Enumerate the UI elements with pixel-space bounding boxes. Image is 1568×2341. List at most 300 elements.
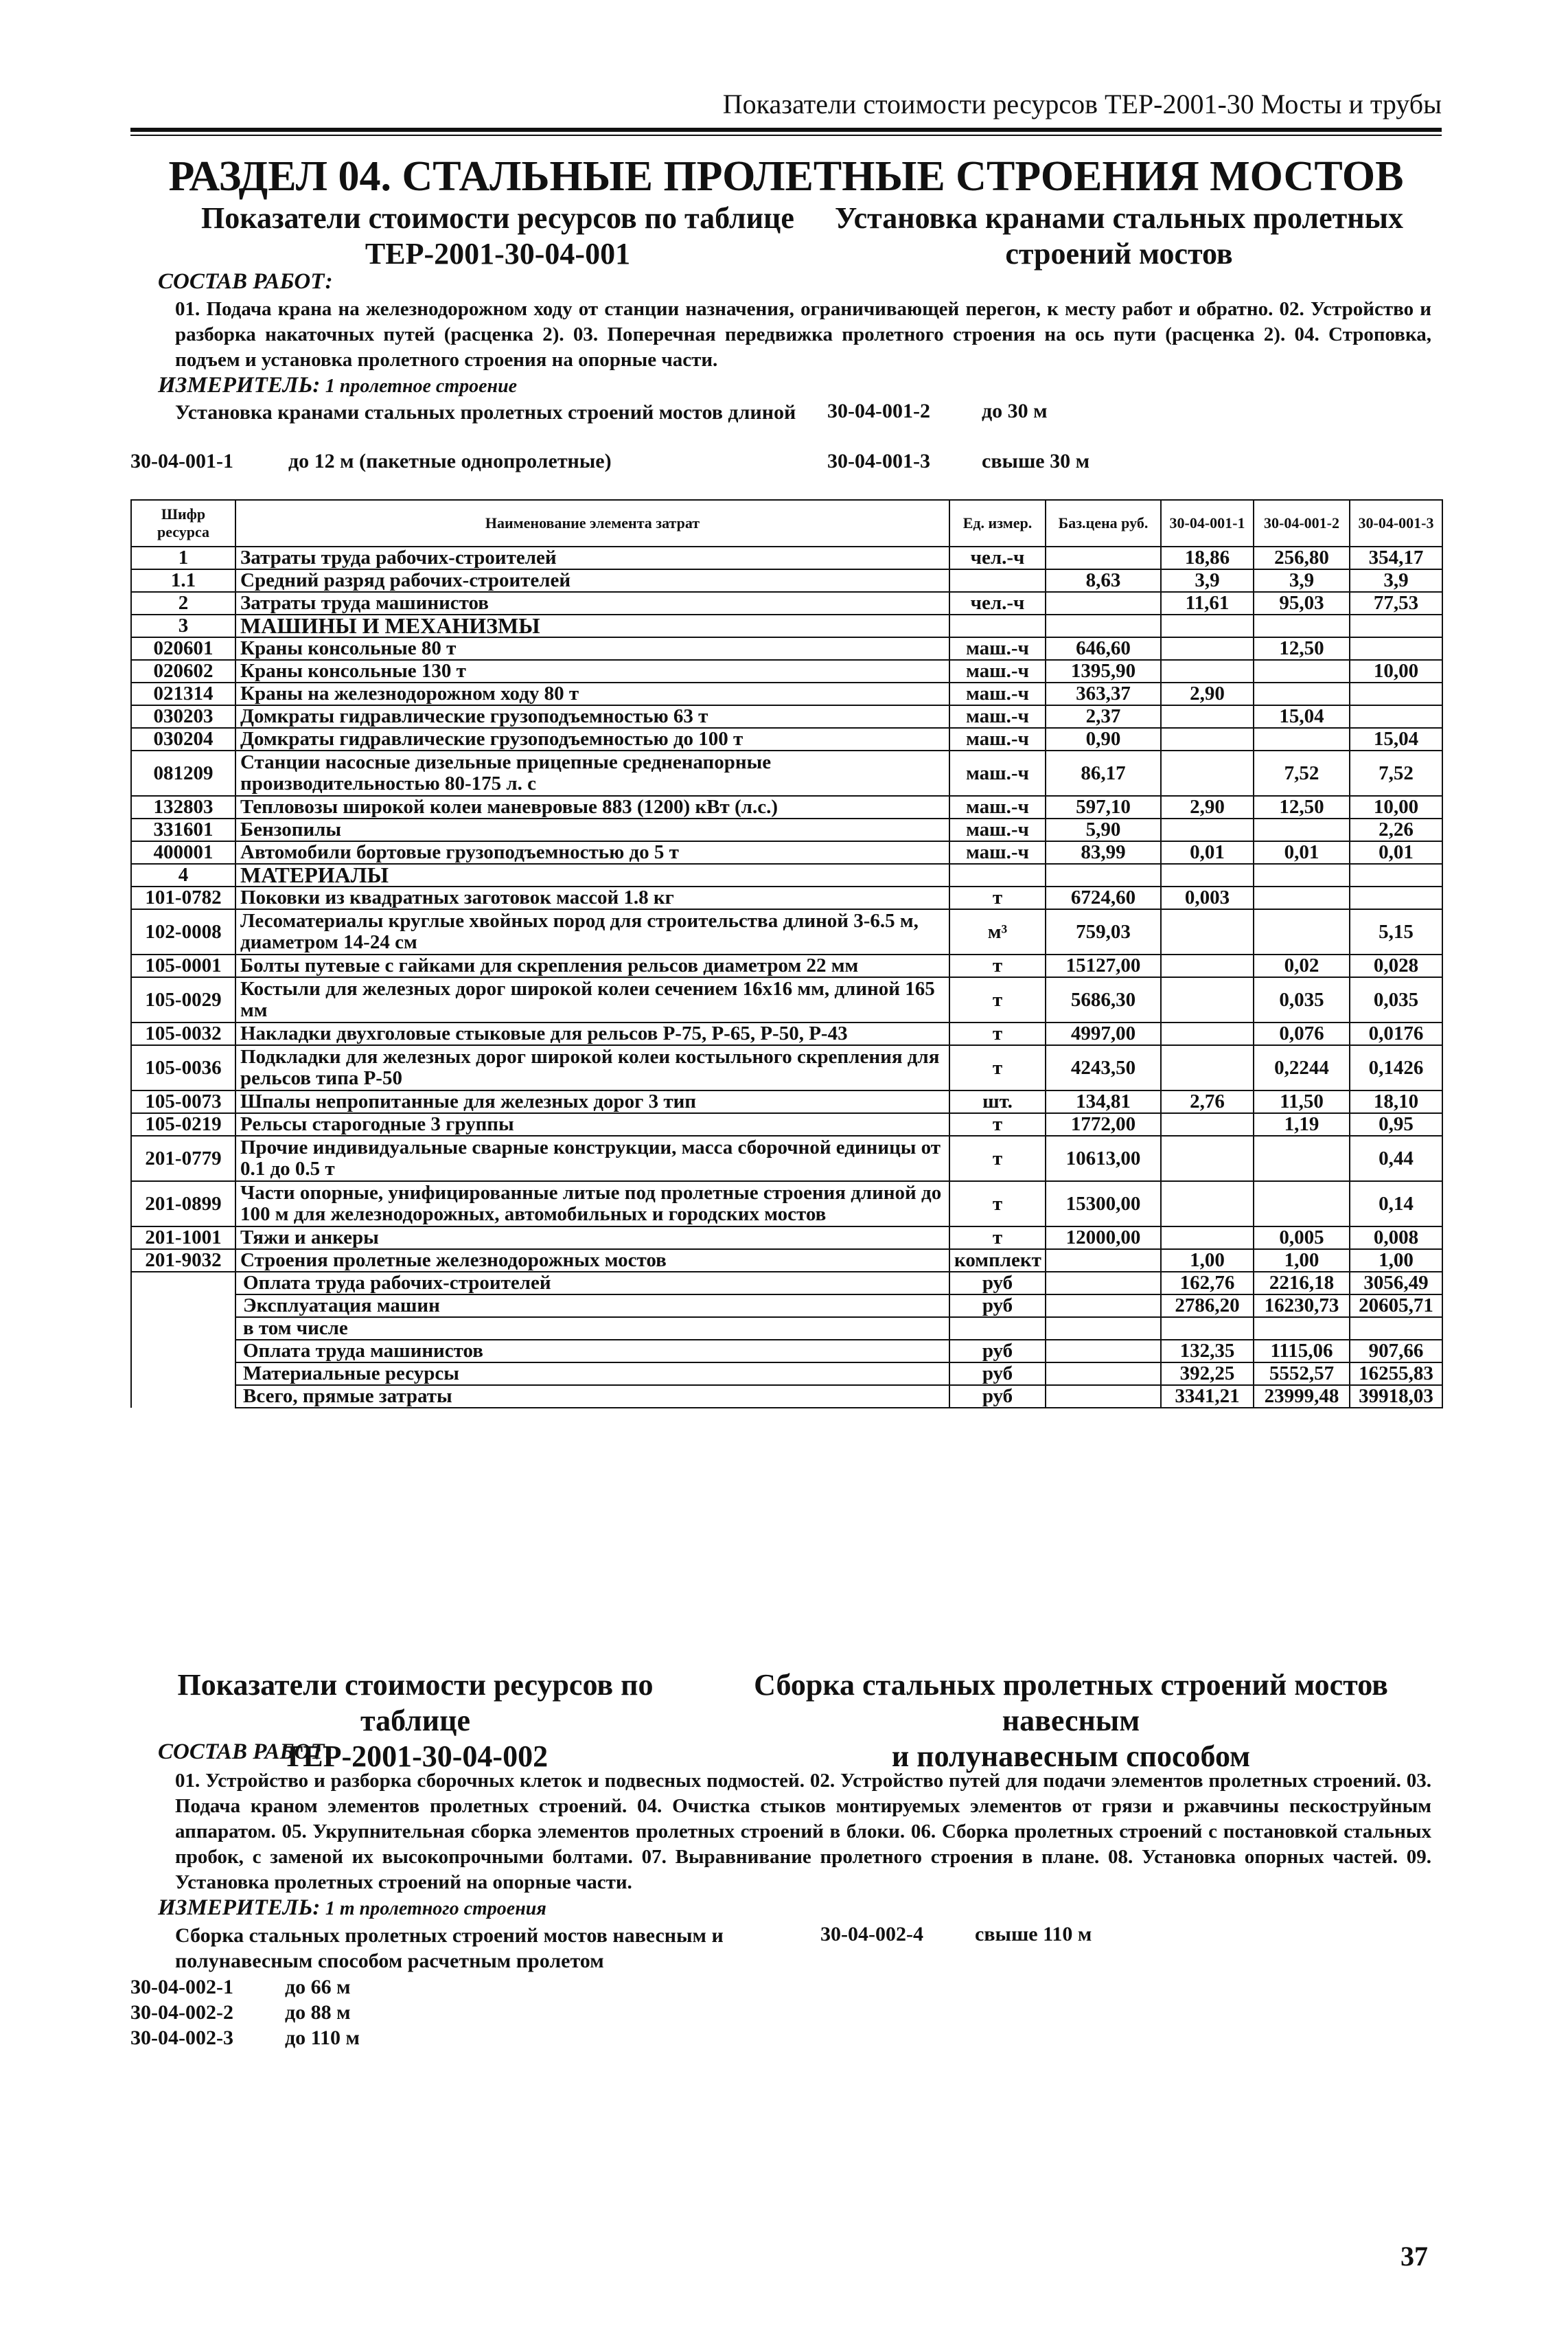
cell-001-1: 0,003: [1161, 887, 1254, 909]
t2-codes: [130, 1974, 360, 2051]
cell-price: 597,10: [1046, 796, 1161, 819]
cell-unit: маш.-ч: [949, 841, 1046, 864]
cell-001-3: 0,95: [1350, 1113, 1442, 1136]
cell-unit: маш.-ч: [949, 728, 1046, 751]
cell-unit: маш.-ч: [949, 683, 1046, 705]
cell-001-2: [1254, 864, 1350, 887]
cell-001-3: 18,10: [1350, 1090, 1442, 1113]
t1-left-title-line1: Показатели стоимости ресурсов по таблице: [201, 201, 794, 235]
cell-001-2: 1,00: [1254, 1249, 1350, 1272]
cell-001-1: [1161, 819, 1254, 841]
cell-001-2: [1254, 887, 1350, 909]
cell-001-3: [1350, 864, 1442, 887]
cell-001-2: [1254, 683, 1350, 705]
cell-001-2: 5552,57: [1254, 1362, 1350, 1385]
table-row: [131, 569, 1442, 592]
cell-001-3: 0,14: [1350, 1181, 1442, 1226]
t2-left-title-line2: ТЕР-2001-30-04-002: [282, 1739, 549, 1773]
cell-unit: т: [949, 977, 1046, 1023]
cell-code: 020601: [131, 637, 235, 660]
cell-unit: руб: [949, 1385, 1046, 1408]
cell-name: Прочие индивидуальные сварные конструкции, масса сборочной единицы от 0.1 до 0.5 т: [235, 1136, 949, 1181]
cell-code: [131, 1340, 235, 1362]
cell-unit: т: [949, 1136, 1046, 1181]
cell-unit: маш.-ч: [949, 637, 1046, 660]
cell-unit: шт.: [949, 1090, 1046, 1113]
section-title: РАЗДЕЛ 04. СТАЛЬНЫЕ ПРОЛЕТНЫЕ СТРОЕНИЯ МОСТОВ: [168, 153, 1404, 200]
t1-val-2: до 30 м: [982, 400, 1048, 422]
cell-001-1: [1161, 1023, 1254, 1045]
table-row: [131, 1113, 1442, 1136]
cell-001-1: [1161, 1045, 1254, 1090]
cell-unit: м³: [949, 909, 1046, 955]
table-row: [131, 1181, 1442, 1226]
table-total-row: [131, 1317, 1442, 1340]
cell-unit: т: [949, 1226, 1046, 1249]
cell-001-1: 0,01: [1161, 841, 1254, 864]
cell-total-label: Эксплуатация машин: [235, 1294, 949, 1317]
cell-unit: комплект: [949, 1249, 1046, 1272]
t2-val-2: до 88 м: [285, 2001, 351, 2024]
cell-code: [131, 1385, 235, 1408]
cell-price: 2,37: [1046, 705, 1161, 728]
cell-001-1: [1161, 864, 1254, 887]
cell-001-2: 16230,73: [1254, 1294, 1350, 1317]
cell-name: Строения пролетные железнодорожных мостов: [235, 1249, 949, 1272]
cell-001-2: [1254, 615, 1350, 637]
cell-001-2: 3,9: [1254, 569, 1350, 592]
cell-price: [1046, 1362, 1161, 1385]
cell-code: 105-0001: [131, 955, 235, 977]
resource-cost-table: [130, 499, 1443, 1408]
cell-code: [131, 1317, 235, 1340]
cell-unit: руб: [949, 1340, 1046, 1362]
cell-001-3: 0,01: [1350, 841, 1442, 864]
cell-001-3: 2,26: [1350, 819, 1442, 841]
cell-name: Средний разряд рабочих-строителей: [235, 569, 949, 592]
t1-val-3: свыше 30 м: [982, 450, 1090, 472]
cell-code: 4: [131, 864, 235, 887]
t2-code-row: [130, 2000, 360, 2025]
cell-unit: руб: [949, 1294, 1046, 1317]
cell-code: 105-0073: [131, 1090, 235, 1113]
cell-001-2: 0,01: [1254, 841, 1350, 864]
cell-001-2: [1254, 1181, 1350, 1226]
table-row: [131, 592, 1442, 615]
cell-price: 1395,90: [1046, 660, 1161, 683]
cell-001-2: [1254, 909, 1350, 955]
cell-001-1: 132,35: [1161, 1340, 1254, 1362]
cell-unit: маш.-ч: [949, 751, 1046, 796]
cell-name: Автомобили бортовые грузоподъемностью до 5 т: [235, 841, 949, 864]
cell-unit: маш.-ч: [949, 819, 1046, 841]
cell-code: 081209: [131, 751, 235, 796]
cell-code: 201-0779: [131, 1136, 235, 1181]
cell-code: 105-0032: [131, 1023, 235, 1045]
cell-001-3: 10,00: [1350, 660, 1442, 683]
cell-001-3: 15,04: [1350, 728, 1442, 751]
cell-001-1: [1161, 751, 1254, 796]
cell-001-1: [1161, 705, 1254, 728]
col-header-001-2: 30-04-001-2: [1254, 500, 1350, 547]
cell-name: Тяжи и анкеры: [235, 1226, 949, 1249]
cell-001-1: [1161, 615, 1254, 637]
cell-code: 201-0899: [131, 1181, 235, 1226]
table-row: [131, 1136, 1442, 1181]
cell-total-label: Оплата труда машинистов: [235, 1340, 949, 1362]
cell-price: 86,17: [1046, 751, 1161, 796]
cell-price: 5,90: [1046, 819, 1161, 841]
cell-price: [1046, 1272, 1161, 1294]
cell-price: [1046, 1249, 1161, 1272]
table-row: [131, 887, 1442, 909]
table-row: [131, 977, 1442, 1023]
t1-sostav-label: СОСТАВ РАБОТ:: [158, 269, 333, 294]
cell-001-3: 5,15: [1350, 909, 1442, 955]
cell-001-3: [1350, 683, 1442, 705]
cell-name: Станции насосные дизельные прицепные средненапорные производительностью 80-175 л. с: [235, 751, 949, 796]
table-row: [131, 841, 1442, 864]
header-rule-thin: [130, 135, 1442, 136]
cell-price: 15127,00: [1046, 955, 1161, 977]
t1-code-2: 30-04-001-2: [827, 400, 930, 422]
cell-001-2: 12,50: [1254, 796, 1350, 819]
cell-001-2: [1254, 1136, 1350, 1181]
cell-price: [1046, 864, 1161, 887]
t2-val-3: до 110 м: [285, 2026, 360, 2049]
cell-001-3: 0,035: [1350, 977, 1442, 1023]
cell-001-3: 1,00: [1350, 1249, 1442, 1272]
cell-001-1: [1161, 977, 1254, 1023]
cell-001-1: [1161, 637, 1254, 660]
table-total-row: [131, 1340, 1442, 1362]
cell-code: 030203: [131, 705, 235, 728]
cell-price: 5686,30: [1046, 977, 1161, 1023]
cell-unit: маш.-ч: [949, 796, 1046, 819]
t2-left-title-line1: Показатели стоимости ресурсов по таблице: [177, 1668, 654, 1737]
cell-001-1: 1,00: [1161, 1249, 1254, 1272]
cell-price: 4243,50: [1046, 1045, 1161, 1090]
cell-name: Части опорные, унифицированные литые под пролетные строения длиной до 100 м для железнодорожных, автомобильных и городских мостов: [235, 1181, 949, 1226]
cell-name: Подкладки для железных дорог широкой колеи костыльного скрепления для рельсов типа Р-50: [235, 1045, 949, 1090]
cell-001-2: 12,50: [1254, 637, 1350, 660]
cell-code: 102-0008: [131, 909, 235, 955]
t2-right-title: [700, 1667, 1442, 1774]
cell-unit: т: [949, 1045, 1046, 1090]
cell-001-1: 11,61: [1161, 592, 1254, 615]
cell-price: 15300,00: [1046, 1181, 1161, 1226]
cell-code: 2: [131, 592, 235, 615]
table-row: [131, 547, 1442, 569]
cell-unit: [949, 1317, 1046, 1340]
cell-001-3: 3056,49: [1350, 1272, 1442, 1294]
cell-name: Болты путевые с гайками для скрепления рельсов диаметром 22 мм: [235, 955, 949, 977]
cell-001-1: [1161, 1226, 1254, 1249]
t1-code-3: 30-04-001-3: [827, 450, 930, 472]
cell-price: [1046, 615, 1161, 637]
cell-001-3: 0,008: [1350, 1226, 1442, 1249]
t2-izmeritel-label: ИЗМЕРИТЕЛЬ:: [158, 1895, 321, 1920]
cell-code: 021314: [131, 683, 235, 705]
t1-right-title: [817, 201, 1421, 272]
t1-right-title-line2: строений мостов: [1005, 237, 1233, 271]
cell-001-1: 2,90: [1161, 683, 1254, 705]
cell-price: [1046, 547, 1161, 569]
t2-code-row: [130, 2025, 360, 2051]
cell-001-1: [1161, 728, 1254, 751]
cell-price: 8,63: [1046, 569, 1161, 592]
table-row: [131, 683, 1442, 705]
cell-code: 1.1: [131, 569, 235, 592]
cell-001-1: 2,90: [1161, 796, 1254, 819]
cell-code: 132803: [131, 796, 235, 819]
cell-unit: [949, 569, 1046, 592]
cell-code: 331601: [131, 819, 235, 841]
cell-name: МАШИНЫ И МЕХАНИЗМЫ: [235, 615, 949, 637]
cell-001-1: 392,25: [1161, 1362, 1254, 1385]
t2-sostav-label: СОСТАВ РАБОТ:: [158, 1739, 333, 1764]
cell-001-1: 2786,20: [1161, 1294, 1254, 1317]
cell-001-3: [1350, 615, 1442, 637]
cell-001-3: [1350, 887, 1442, 909]
cell-name: Накладки двухголовые стыковые для рельсов Р-75, Р-65, Р-50, Р-43: [235, 1023, 949, 1045]
cell-code: 201-1001: [131, 1226, 235, 1249]
cell-price: [1046, 592, 1161, 615]
cell-001-3: 20605,71: [1350, 1294, 1442, 1317]
cell-001-3: 0,028: [1350, 955, 1442, 977]
cell-unit: чел.-ч: [949, 547, 1046, 569]
col-header-code: Шифр ресурса: [131, 500, 235, 547]
cell-001-3: [1350, 1317, 1442, 1340]
cell-total-label: Материальные ресурсы: [235, 1362, 949, 1385]
cell-price: [1046, 1294, 1161, 1317]
t1-sostav-text: 01. Подача крана на железнодорожном ходу от станции назначения, ограничивающей перегон, к месту работ и обратно. 02. Устройство и разборка накаточных путей (расценка 2). 03. Поперечная передвижка пролетного строения на ось пути (расценка 2). 04. Строповка, подъем и установка пролетного строения на опорные части.: [175, 298, 1431, 371]
cell-001-2: [1254, 660, 1350, 683]
table-body: [131, 547, 1442, 1408]
t2-sostav-text: 01. Устройство и разборка сборочных клеток и подвесных подмостей. 02. Устройство путей для подачи элементов пролетных строений. 03. Подача краном элементов пролетных строений. 04. Очистка стыков монтируемых элементов от грязи и ржавчины пескоструйным аппаратом. 05. Укрупнительная сборка элементов пролетных строений в блоки. 06. Сборка пролетных строений с постановкой стальных пробок, с заменой их высокопрочными болтами. 07. Выравнивание пролетного строения в плане. 08. Установка опорных частей. 09. Установка пролетных строений на опорные части.: [175, 1770, 1431, 1893]
table-row: [131, 751, 1442, 796]
cell-price: 646,60: [1046, 637, 1161, 660]
cell-001-3: 354,17: [1350, 547, 1442, 569]
cell-001-3: 16255,83: [1350, 1362, 1442, 1385]
cell-price: 134,81: [1046, 1090, 1161, 1113]
cell-001-1: 3,9: [1161, 569, 1254, 592]
table-row: [131, 819, 1442, 841]
cell-001-3: 0,44: [1350, 1136, 1442, 1181]
header-rule: [130, 128, 1442, 132]
table-row: [131, 796, 1442, 819]
cell-001-1: [1161, 1317, 1254, 1340]
cell-001-2: 1115,06: [1254, 1340, 1350, 1362]
t1-izmeritel: [158, 373, 517, 398]
cell-code: [131, 1362, 235, 1385]
cell-001-1: [1161, 955, 1254, 977]
table-total-row: [131, 1362, 1442, 1385]
t1-izmeritel-text: 1 пролетное строение: [325, 376, 518, 397]
t2-izmeritel-text: 1 т пролетного строения: [325, 1898, 546, 1919]
cell-unit: т: [949, 1181, 1046, 1226]
table-total-row: [131, 1385, 1442, 1408]
cell-name: Краны консольные 130 т: [235, 660, 949, 683]
cell-name: Затраты труда машинистов: [235, 592, 949, 615]
cell-price: 10613,00: [1046, 1136, 1161, 1181]
cell-code: 105-0029: [131, 977, 235, 1023]
cell-001-2: 23999,48: [1254, 1385, 1350, 1408]
cell-price: 759,03: [1046, 909, 1161, 955]
cell-name: Краны на железнодорожном ходу 80 т: [235, 683, 949, 705]
cell-001-2: 256,80: [1254, 547, 1350, 569]
cell-unit: т: [949, 887, 1046, 909]
table-row: [131, 660, 1442, 683]
cell-001-1: [1161, 1113, 1254, 1136]
cell-001-1: 18,86: [1161, 547, 1254, 569]
cell-unit: т: [949, 955, 1046, 977]
t2-val-4: свыше 110 м: [975, 1923, 1092, 1945]
table-row: [131, 1023, 1442, 1045]
cell-name: Краны консольные 80 т: [235, 637, 949, 660]
table-row: [131, 1045, 1442, 1090]
cell-unit: [949, 615, 1046, 637]
cell-001-2: 1,19: [1254, 1113, 1350, 1136]
cell-name: Шпалы непропитанные для железных дорог 3 тип: [235, 1090, 949, 1113]
t2-code-row: [130, 1974, 360, 2000]
table-total-row: [131, 1272, 1442, 1294]
cell-code: 201-9032: [131, 1249, 235, 1272]
cell-001-3: [1350, 705, 1442, 728]
t1-izmeritel-label: ИЗМЕРИТЕЛЬ:: [158, 373, 321, 398]
cell-code: 105-0219: [131, 1113, 235, 1136]
t1-left-title-line2: ТЕР-2001-30-04-001: [365, 237, 631, 271]
t2-code-1: 30-04-002-1: [130, 1976, 233, 1998]
cell-unit: т: [949, 1113, 1046, 1136]
table-row: [131, 955, 1442, 977]
cell-001-3: 39918,03: [1350, 1385, 1442, 1408]
cell-price: 4997,00: [1046, 1023, 1161, 1045]
cell-001-1: [1161, 909, 1254, 955]
cell-price: 12000,00: [1046, 1226, 1161, 1249]
cell-001-1: 3341,21: [1161, 1385, 1254, 1408]
cell-001-3: 0,1426: [1350, 1045, 1442, 1090]
table-row: [131, 728, 1442, 751]
cell-unit: маш.-ч: [949, 660, 1046, 683]
cell-001-2: [1254, 819, 1350, 841]
cell-001-3: 907,66: [1350, 1340, 1442, 1362]
cell-unit: руб: [949, 1272, 1046, 1294]
cell-code: [131, 1272, 235, 1294]
cell-name: Поковки из квадратных заготовок массой 1.8 кг: [235, 887, 949, 909]
t1-desc: Установка кранами стальных пролетных строений мостов длиной: [175, 401, 796, 424]
table-row: [131, 1226, 1442, 1249]
t1-left-title: [158, 201, 838, 272]
col-header-unit: Ед. измер.: [949, 500, 1046, 547]
cell-001-3: 7,52: [1350, 751, 1442, 796]
cell-name: МАТЕРИАЛЫ: [235, 864, 949, 887]
cell-001-2: 0,02: [1254, 955, 1350, 977]
cell-code: [131, 1294, 235, 1317]
cell-unit: т: [949, 1023, 1046, 1045]
t2-izmeritel: [158, 1895, 546, 1921]
cell-name: Домкраты гидравлические грузоподъемностью 63 т: [235, 705, 949, 728]
cell-name: Затраты труда рабочих-строителей: [235, 547, 949, 569]
cell-price: 363,37: [1046, 683, 1161, 705]
col-header-001-1: 30-04-001-1: [1161, 500, 1254, 547]
cell-code: 020602: [131, 660, 235, 683]
cell-price: 0,90: [1046, 728, 1161, 751]
cell-001-3: 10,00: [1350, 796, 1442, 819]
cell-total-label: Оплата труда рабочих-строителей: [235, 1272, 949, 1294]
cell-001-3: 77,53: [1350, 592, 1442, 615]
cell-001-2: 0,076: [1254, 1023, 1350, 1045]
col-header-name: Наименование элемента затрат: [235, 500, 949, 547]
cell-001-2: 0,2244: [1254, 1045, 1350, 1090]
table-row: [131, 615, 1442, 637]
running-header: Показатели стоимости ресурсов ТЕР-2001-30 Мосты и трубы: [722, 89, 1442, 119]
t1-val-1: до 12 м (пакетные однопролетные): [288, 450, 612, 472]
table-row: [131, 1249, 1442, 1272]
cell-001-3: 3,9: [1350, 569, 1442, 592]
page-number: 37: [1400, 2241, 1428, 2272]
table-header-row: [131, 500, 1442, 547]
t2-right-title-line2: и полунавесным способом: [891, 1739, 1251, 1773]
table-row: [131, 637, 1442, 660]
cell-unit: [949, 864, 1046, 887]
cell-unit: руб: [949, 1362, 1046, 1385]
t2-right-title-line1: Сборка стальных пролетных строений мостов навесным: [754, 1668, 1388, 1737]
cell-001-1: [1161, 1181, 1254, 1226]
cell-001-2: 2216,18: [1254, 1272, 1350, 1294]
cell-code: 1: [131, 547, 235, 569]
cell-001-2: 7,52: [1254, 751, 1350, 796]
cell-001-2: [1254, 728, 1350, 751]
cell-name: Домкраты гидравлические грузоподъемностью до 100 т: [235, 728, 949, 751]
t2-code-3: 30-04-002-3: [130, 2026, 233, 2049]
cell-001-3: [1350, 637, 1442, 660]
cell-unit: чел.-ч: [949, 592, 1046, 615]
t2-desc: Сборка стальных пролетных строений мостов навесным и полунавесным способом расчетным пролетом: [175, 1924, 724, 1972]
table-total-row: [131, 1294, 1442, 1317]
col-header-price: Баз.цена руб.: [1046, 500, 1161, 547]
cell-001-2: 95,03: [1254, 592, 1350, 615]
cell-001-3: 0,0176: [1350, 1023, 1442, 1045]
cell-name: Рельсы старогодные 3 группы: [235, 1113, 949, 1136]
table-row: [131, 864, 1442, 887]
cell-code: 105-0036: [131, 1045, 235, 1090]
cell-name: Костыли для железных дорог широкой колеи сечением 16х16 мм, длиной 165 мм: [235, 977, 949, 1023]
cell-code: 400001: [131, 841, 235, 864]
t2-val-1: до 66 м: [285, 1976, 351, 1998]
cell-001-2: 11,50: [1254, 1090, 1350, 1113]
cell-name: Лесоматериалы круглые хвойных пород для строительства длиной 3-6.5 м, диаметром 14-24 см: [235, 909, 949, 955]
cell-code: 030204: [131, 728, 235, 751]
cell-001-2: 15,04: [1254, 705, 1350, 728]
cell-001-2: 0,035: [1254, 977, 1350, 1023]
cell-001-1: 162,76: [1161, 1272, 1254, 1294]
cell-price: 1772,00: [1046, 1113, 1161, 1136]
t2-code-2: 30-04-002-2: [130, 2001, 233, 2024]
cell-total-label: Всего, прямые затраты: [235, 1385, 949, 1408]
t1-code-1: 30-04-001-1: [130, 450, 233, 472]
cell-unit: маш.-ч: [949, 705, 1046, 728]
table-row: [131, 1090, 1442, 1113]
cell-001-1: [1161, 1136, 1254, 1181]
cell-name: Бензопилы: [235, 819, 949, 841]
cell-001-2: [1254, 1317, 1350, 1340]
t1-right-title-line1: Установка кранами стальных пролетных: [835, 201, 1403, 235]
table-row: [131, 705, 1442, 728]
cell-001-1: [1161, 660, 1254, 683]
table-row: [131, 909, 1442, 955]
t2-code-4: 30-04-002-4: [820, 1923, 923, 1945]
